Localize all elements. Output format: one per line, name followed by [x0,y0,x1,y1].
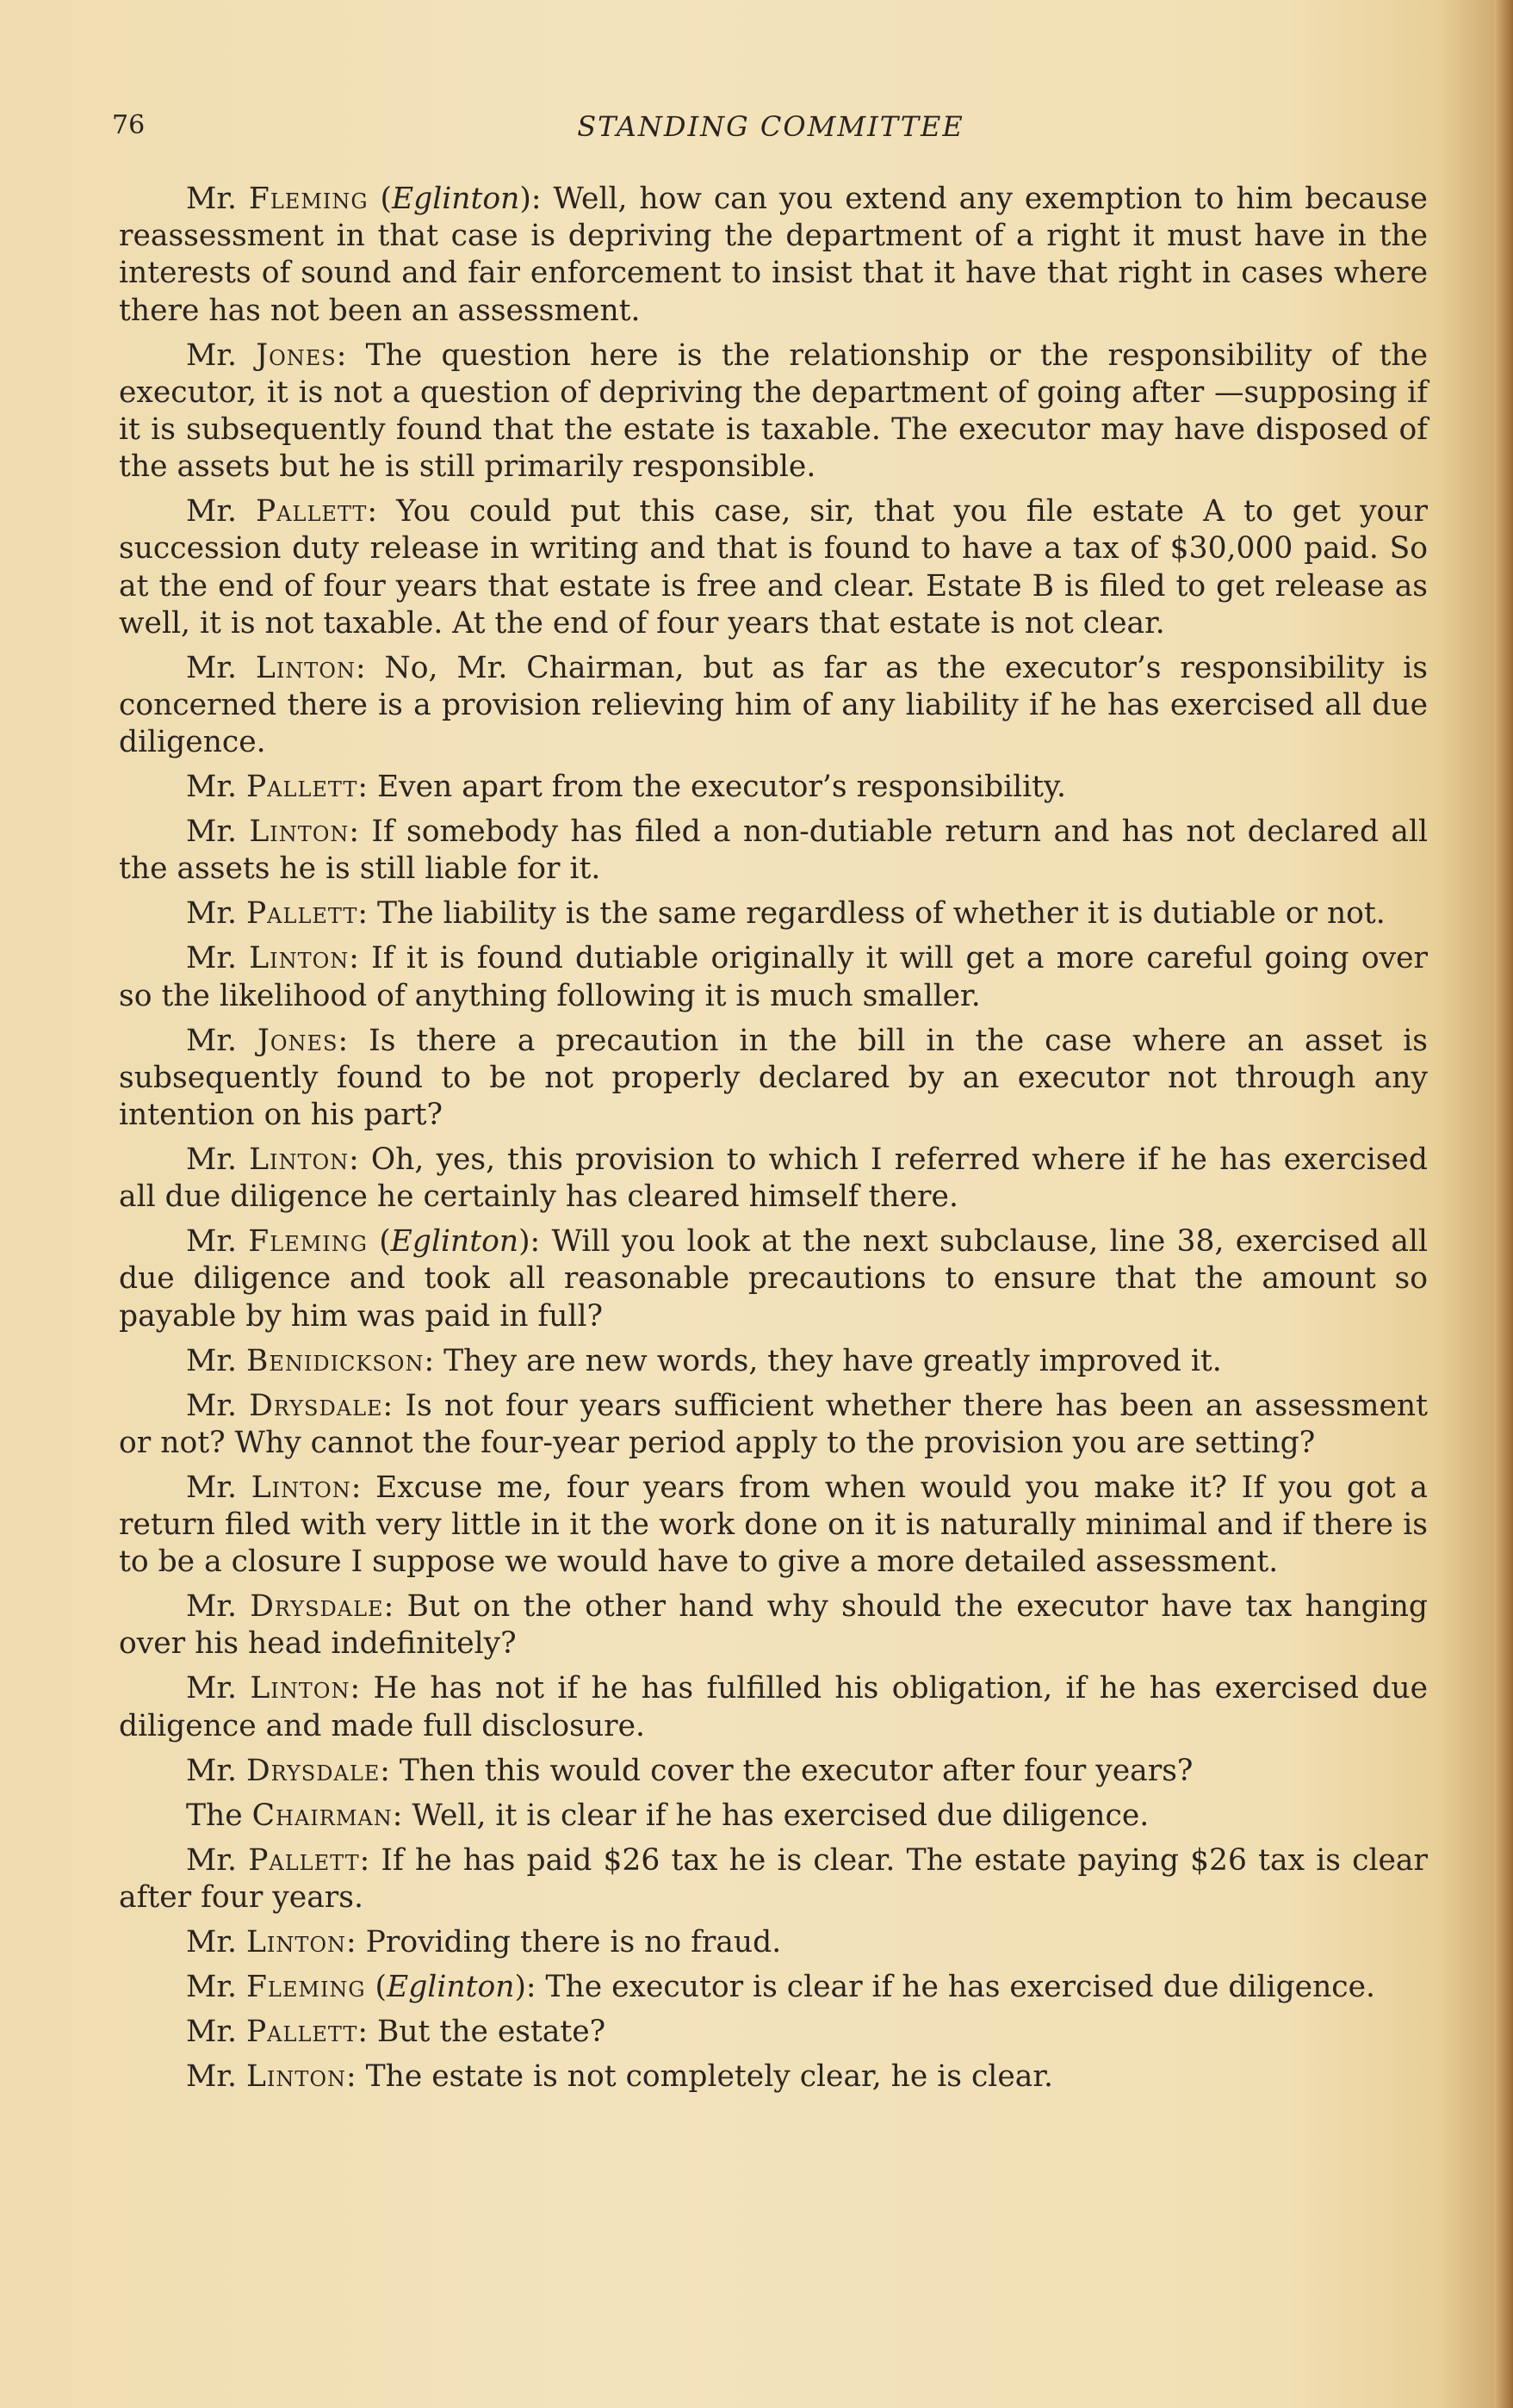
transcript-paragraph: Mr. Drysdale: Is not four years sufficient whether there has been an assessment or not? Why cannot the four-year period apply to the provision you are setting? [119,1388,1428,1460]
speaker-title: Mr. [186,1343,246,1378]
speech-text: You could put this case, sir, that you file estate A to get your succession duty release in writing and that is found to have a tax of $30,000 paid. So at the end of four years that estate is free and clear. Estate B is filed to get release as well, it is not taxable. At the end of four years that estate is not clear. [119,494,1428,641]
page-edge [1494,0,1513,2408]
speaker-name: Pallett [245,896,358,932]
transcript-paragraph: Mr. Linton: If somebody has filed a non-dutiable return and has not declared all the assets he is still liable for it. [119,814,1428,887]
speech-text: Oh, yes, this provision to which I referred where if he has exercised all due diligence he certainly has cleared himself there. [119,1142,1428,1215]
transcript-paragraph: Mr. Linton: Providing there is no fraud. [186,1924,782,1959]
transcript-paragraph: Mr. Fleming (Eglinton): The executor is clear if he has exercised due diligence. [186,1969,1376,2004]
transcript-paragraph: Mr. Linton: Oh, yes, this provision to which I referred where if he has exercised all due diligence he certainly has cleared himself there. [119,1142,1428,1215]
transcript-paragraph: Mr. Linton: If it is found dutiable originally it will get a more careful going over so the likelihood of anything following it is much smaller. [119,941,1429,1013]
speaker-name: Drysdale [249,1388,383,1423]
speaker-name: Drysdale [250,1589,384,1625]
speech-text: No, Mr. Chairman, but as far as the executor’s responsibility is concerned there is a provision relieving him of any liability if he has exercised all due diligence. [119,650,1428,760]
transcript-paragraph: Mr. Jones: The question here is the relationship or the responsibility of the executor, it is not a question of depriving the department of going after —supposing if it is subsequently found that the estate is taxable. The executor may have disposed of the assets but he is still primarily responsible. [119,337,1428,485]
speaker-title: Mr. [186,2058,246,2094]
transcript-paragraph: Mr. Jones: Is there a precaution in the bill in the case where an asset is subsequently found to be not properly declared by an executor not through any intention on his part? [119,1023,1429,1133]
transcript-paragraph: Mr. Linton: Excuse me, four years from when would you make it? If you got a return filed with very little in it the work done on it is naturally minimal and if there is to be a closure I suppose we would have to give a more detailed assessment. [119,1470,1428,1580]
speaker-name: Pallett [245,2014,358,2049]
speaker-name: Chairman [251,1798,393,1833]
transcript-paragraph: Mr. Pallett: But the estate? [186,2014,606,2049]
transcript-paragraph: The Chairman: Well, it is clear if he has exercised due diligence. [186,1798,1150,1833]
page-number: 76 [112,110,146,140]
speech-text: Providing there is no fraud. [365,1924,782,1959]
transcript-paragraph: Mr. Linton: He has not if he has fulfilled his obligation, if he has exercised due diligence and made full disclosure. [119,1671,1429,1743]
transcript-paragraph: Mr. Drysdale: Then this would cover the executor after four years? [186,1753,1194,1788]
speaker-title: Mr. [186,2014,246,2049]
speech-text: Is not four years sufficient whether there has been an assessment or not? Why cannot the four-year period apply to the provision you are setting? [119,1388,1428,1460]
speech-text: He has not if he has fulfilled his obligation, if he has exercised due diligence and made full disclosure. [119,1671,1429,1743]
transcript-body [119,181,1428,2103]
speaker-name: Linton [249,1142,350,1178]
speech-text: The question here is the relationship or the responsibility of the executor, it is not a question of depriving the department of going after —supposing if it is subsequently found that the estate is taxable. The executor may have disposed of the assets but he is still primarily responsible. [119,337,1428,485]
speaker-title: Mr. [186,1671,251,1706]
speaker-name: Linton [245,2058,347,2094]
speaker-title: Mr. [186,650,256,685]
speaker-title: Mr. [186,814,250,850]
speech-text: If it is found dutiable originally it will get a more careful going over so the likelihood of anything following it is much smaller. [119,941,1429,1013]
speaker-title: Mr. [186,182,249,216]
speaker-name: Pallett [256,494,368,529]
speech-text: The estate is not completely clear, he is clear. [365,2058,1053,2094]
speaker-riding: Eglinton [391,182,520,216]
speaker-name: Fleming [245,1969,366,2004]
speaker-name: Jones [257,1023,338,1058]
transcript-paragraph: Mr. Fleming (Eglinton): Well, how can you extend any exemption to him because reassessment in that case is depriving the department of a right it must have in the interests of sound and fair enforcement to insist that it have that right in cases where there has not been an assessment. [119,182,1428,328]
speaker-name: Linton [251,1470,351,1505]
speaker-title: Mr. [186,1142,250,1178]
speaker-title: Mr. [186,1388,250,1423]
transcript-paragraph: Mr. Pallett: You could put this case, sir, that you file estate A to get your succession duty release in writing and that is found to have a tax of $30,000 paid. So at the end of four years that estate is free and clear. Estate B is filed to get release as well, it is not taxable. At the end of four years that estate is not clear. [119,494,1428,641]
speaker-riding: Eglinton [390,1224,519,1260]
speaker-title: Mr. [186,1753,246,1788]
speaker-name: Drysdale [245,1753,381,1788]
speech-text: If somebody has filed a non-dutiable return and has not declared all the assets he is still liable for it. [119,814,1428,887]
speaker-name: Pallett [245,770,358,805]
speaker-title: Mr. [186,1470,251,1505]
speaker-title: Mr. [186,941,250,976]
transcript-paragraph: Mr. Pallett: The liability is the same regardless of whether it is dutiable or not. [186,896,1386,932]
speech-text: Even apart from the executor’s responsibility. [376,770,1066,805]
speaker-title: The [186,1798,252,1833]
speaker-name: Fleming [248,1224,368,1260]
speech-text: They are new words, they have greatly improved it. [443,1343,1222,1378]
speaker-name: Linton [255,650,356,685]
transcript-paragraph: Mr. Linton: The estate is not completely clear, he is clear. [186,2058,1053,2094]
speaker-title: Mr. [186,494,257,529]
speaker-title: Mr. [186,1224,249,1260]
speaker-title: Mr. [186,770,246,805]
speaker-title: Mr. [186,337,257,373]
speech-text: Well, it is clear if he has exercised due diligence. [412,1798,1150,1833]
speaker-name: Linton [250,1671,350,1706]
transcript-paragraph: Mr. Fleming (Eglinton): Will you look at the next subclause, line 38, exercised all due diligence and took all reasonable precautions to ensure that the amount so payable by him was paid in full? [119,1224,1428,1334]
speech-text: Then this would cover the executor after four years? [399,1753,1194,1788]
speaker-title: Mr. [186,1589,251,1625]
speaker-name: Fleming [248,182,369,216]
speech-text: Will you look at the next subclause, line 38, exercised all due diligence and took all reasonable precautions to ensure that the amount so payable by him was paid in full? [119,1224,1428,1334]
transcript-paragraph: Mr. Linton: No, Mr. Chairman, but as far as the executor’s responsibility is concerned there is a provision relieving him of any liability if he has exercised all due diligence. [119,650,1428,760]
running-title: STANDING COMMITTEE [577,110,964,143]
speaker-name: Linton [245,1924,347,1959]
speech-text: Well, how can you extend any exemption to him because reassessment in that case is depriving the department of a right it must have in the interests of sound and fair enforcement to insist that it have that right in cases where there has not been an assessment. [119,182,1428,328]
speaker-title: Mr. [186,1969,246,2004]
speech-text: But on the other hand why should the executor have tax hanging over his head indefinitely? [119,1589,1428,1662]
speaker-title: Mr. [186,1023,257,1058]
speaker-riding: Eglinton [387,1969,515,2004]
speech-text: Is there a precaution in the bill in the case where an asset is subsequently found to be not properly declared by an executor not through any intention on his part? [119,1023,1429,1133]
transcript-paragraph: Mr. Pallett: If he has paid $26 tax he is clear. The estate paying $26 tax is clear after four years. [119,1842,1428,1915]
speaker-title: Mr. [186,1924,246,1959]
speaker-name: Benidickson [245,1343,425,1378]
speaker-name: Linton [249,941,350,976]
transcript-paragraph: Mr. Drysdale: But on the other hand why should the executor have tax hanging over his head indefinitely? [119,1589,1428,1662]
speech-text: But the estate? [376,2014,606,2049]
page-header [112,110,1429,153]
speaker-title: Mr. [186,896,246,932]
speech-text: The executor is clear if he has exercised due diligence. [545,1969,1376,2004]
speech-text: If he has paid $26 tax he is clear. The estate paying $26 tax is clear after four years. [119,1842,1428,1915]
speaker-title: Mr. [186,1842,249,1878]
transcript-paragraph: Mr. Pallett: Even apart from the executor’s responsibility. [186,770,1066,805]
speech-text: Excuse me, four years from when would you make it? If you got a return filed with very little in it the work done on it is naturally minimal and if there is to be a closure I suppose we would have to give a more detailed assessment. [119,1470,1428,1580]
speech-text: The liability is the same regardless of whether it is dutiable or not. [376,896,1386,932]
speaker-name: Linton [249,814,350,850]
speaker-name: Jones [256,337,337,373]
speaker-name: Pallett [248,1842,360,1878]
transcript-paragraph: Mr. Benidickson: They are new words, they have greatly improved it. [186,1343,1222,1378]
